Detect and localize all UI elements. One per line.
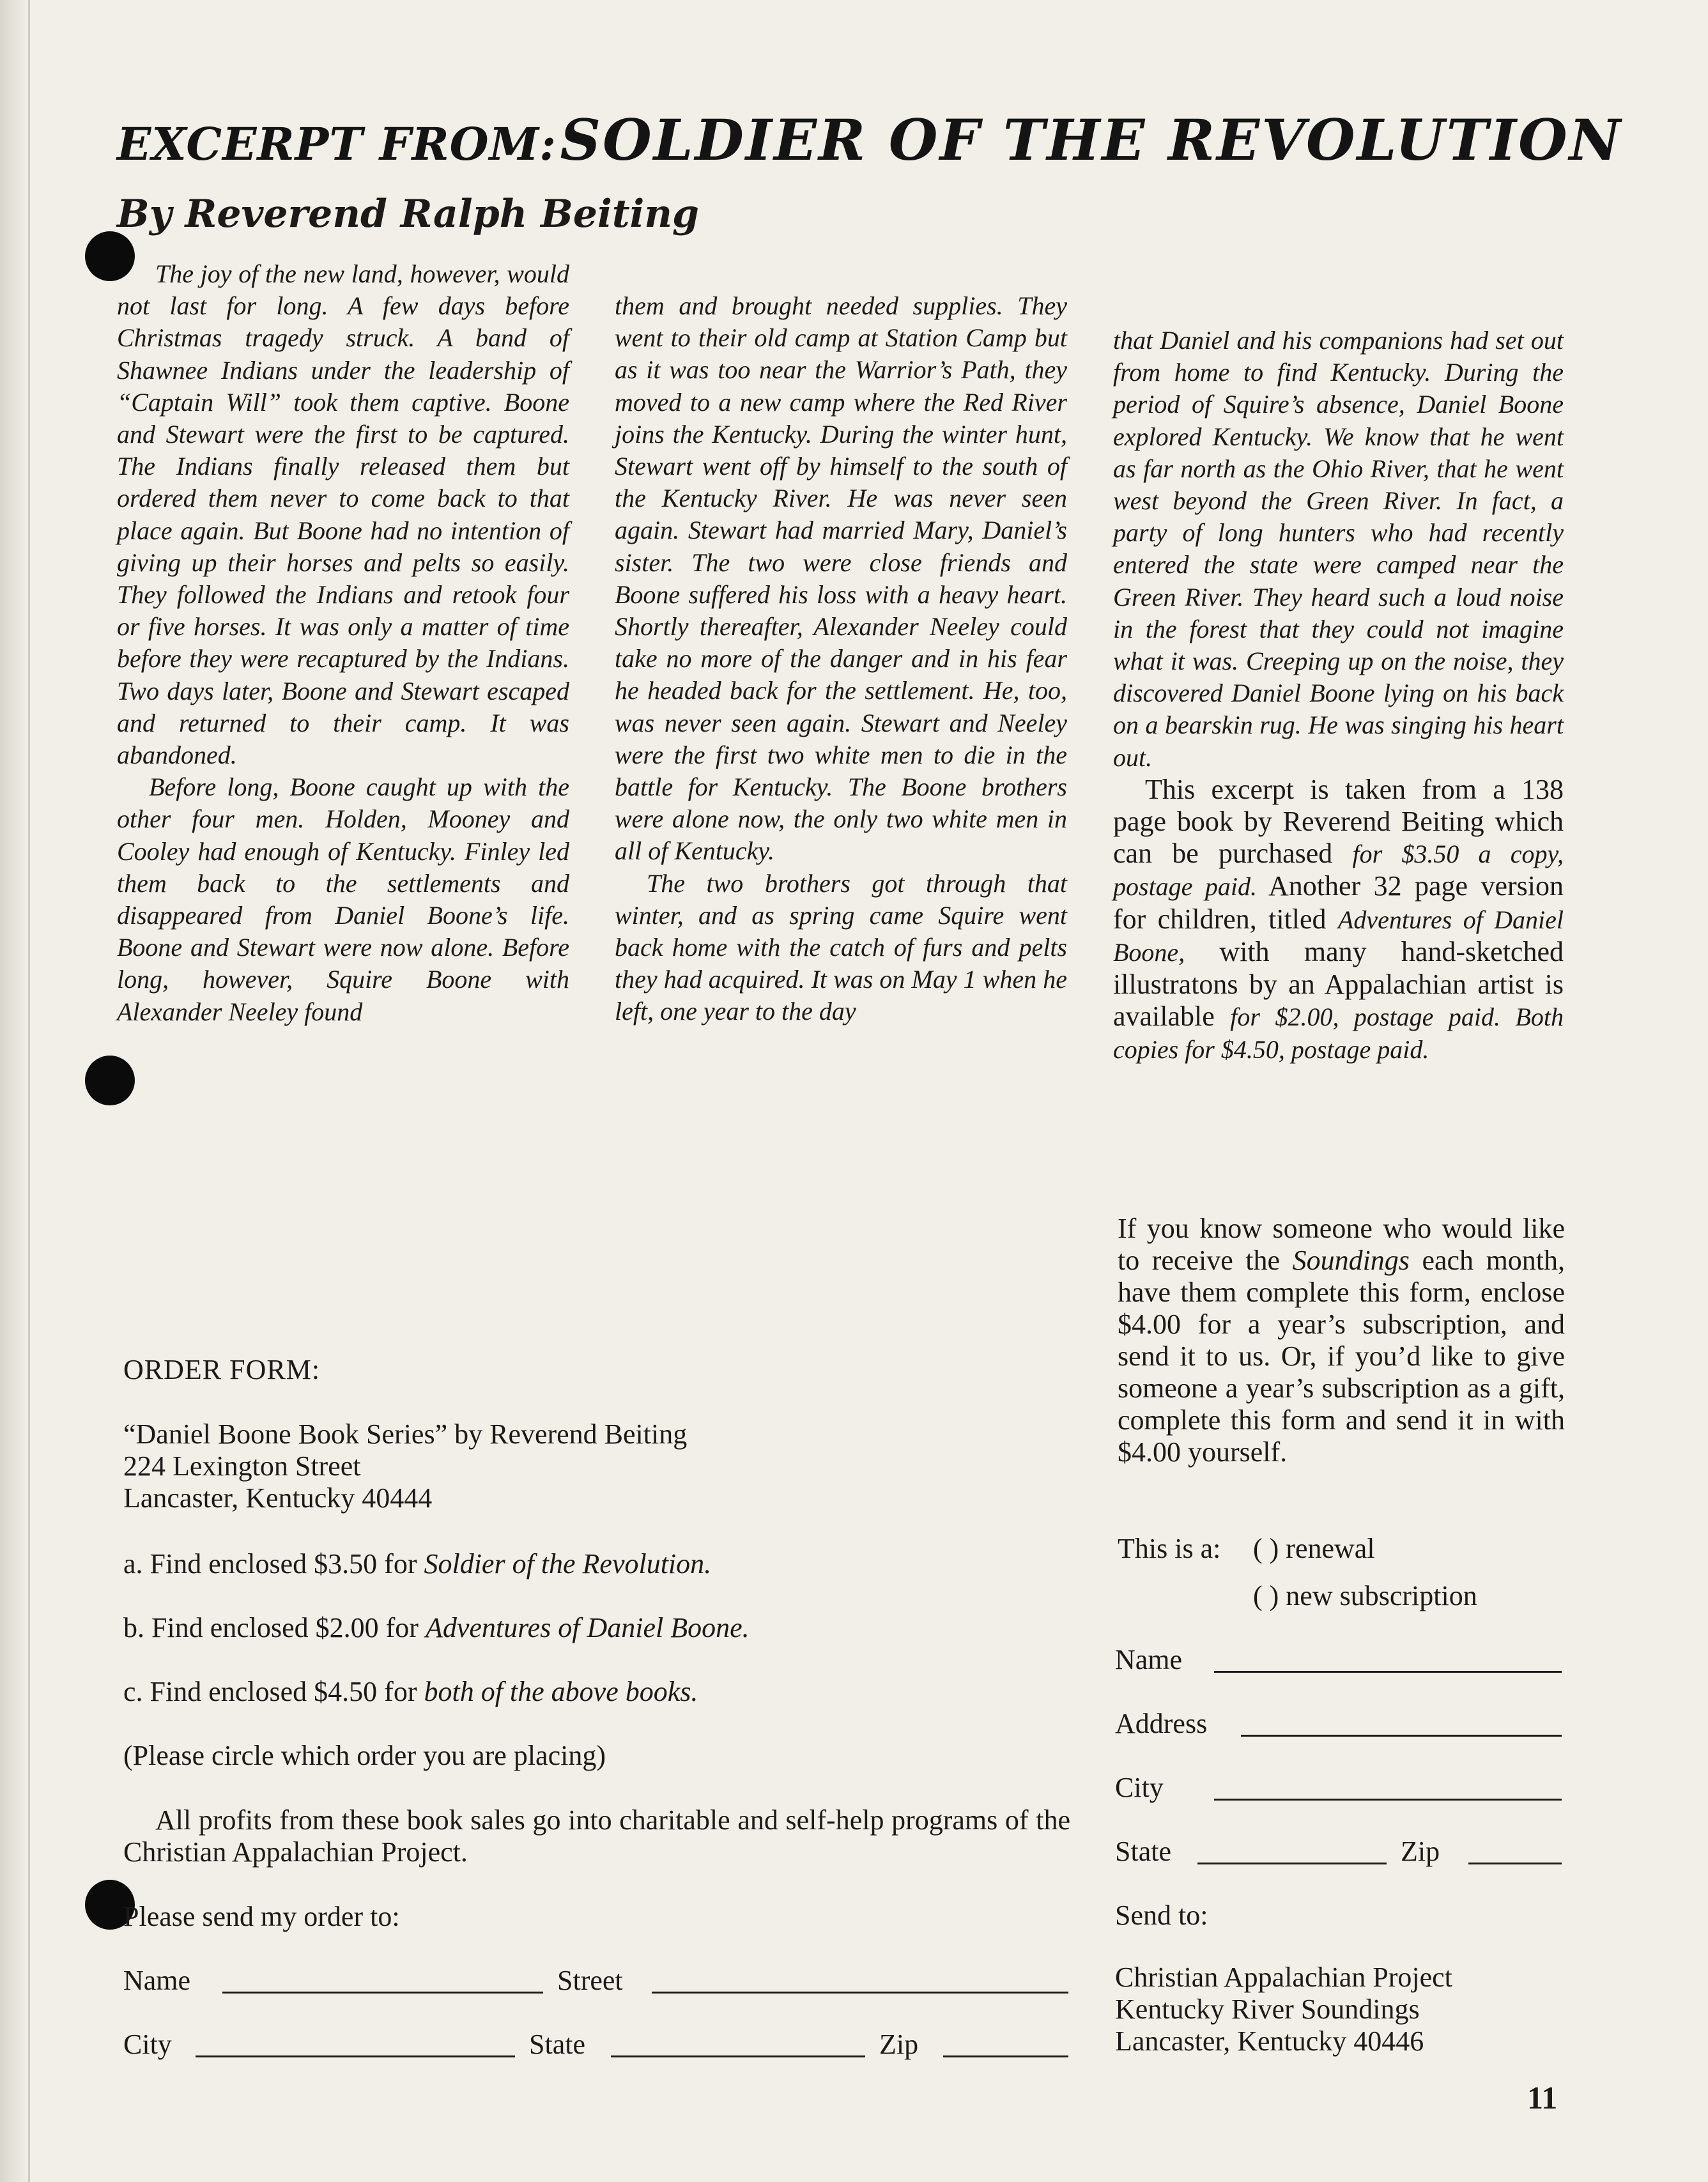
byline: By Reverend Ralph Beiting — [117, 192, 699, 236]
subscription-intro — [1118, 1213, 1565, 1468]
excerpt-column-2 — [615, 290, 1067, 1028]
sub-zip-field[interactable] — [1468, 1863, 1562, 1864]
sub-address-label: Address — [1115, 1708, 1208, 1739]
circle-instruction: (Please circle which order you are placing) — [123, 1740, 606, 1771]
article-title — [117, 107, 1623, 173]
order-name-field[interactable] — [222, 1992, 543, 1994]
sub-state-label: State — [1115, 1836, 1171, 1867]
excerpt-paragraph: that Daniel and his companions had set out from home to find Kentucky. During the period of Squire’s absence, Daniel Boone explored Kentucky. We know that he went as far north as the Ohio River, that he went west beyond the Green River. In fact, a party of long hunters who had recently entered the state were camped near the Green River. They heard such a loud noise in the forest that they could not imagine what it was. Creeping up on the noise, they discovered Daniel Boone lying on his back on a bearskin rug. He was singing his heart out. — [1113, 326, 1564, 772]
order-option-title: Adventures of Daniel Boone. — [425, 1612, 750, 1643]
order-city-label: City — [123, 2029, 172, 2060]
title-prefix: EXCERPT FROM: — [117, 118, 557, 171]
order-option-title: both of the above books. — [424, 1676, 698, 1707]
order-city-field[interactable] — [196, 2055, 515, 2057]
book-info-text: This excerpt is taken from a 138 page book by Reverend Beiting which can be purchased — [1113, 773, 1564, 870]
soundings-title: Soundings — [1292, 1245, 1410, 1276]
order-name-label: Name — [123, 1965, 191, 1996]
order-option-title: Soldier of the Revolution. — [424, 1548, 712, 1579]
order-zip-label: Zip — [879, 2029, 919, 2060]
order-option-text: c. Find enclosed $4.50 for — [123, 1676, 417, 1707]
page-binding-edge — [0, 0, 29, 2182]
book-info-title: Adventures of Daniel Boone, — [1113, 905, 1564, 967]
sub-state-field[interactable] — [1197, 1863, 1387, 1864]
sub-zip-label: Zip — [1401, 1836, 1440, 1867]
mailing-address-line: Christian Appalachian Project — [1115, 1962, 1452, 1993]
order-zip-field[interactable] — [943, 2055, 1068, 2057]
order-address-line: Lancaster, Kentucky 40444 — [123, 1482, 433, 1514]
mailing-address-line: Kentucky River Soundings — [1115, 1994, 1420, 2025]
page-edge-line — [28, 0, 30, 2182]
send-order-label: Please send my order to: — [123, 1901, 400, 1932]
book-info-text: with many hand-sketched illustratons by an Appalachian artist is available — [1113, 935, 1564, 1033]
order-option-b[interactable] — [123, 1611, 750, 1645]
excerpt-column-3 — [1113, 325, 1564, 1066]
excerpt-paragraph: The two brothers got through that winter, and as spring came Squire went back home with the catch of furs and pelts they had acquired. It was on May 1 when he left, one year to the day — [615, 868, 1067, 1026]
subscription-type-label: This is a: — [1118, 1533, 1221, 1564]
send-to-label: Send to: — [1115, 1900, 1208, 1931]
order-address — [123, 1418, 687, 1514]
book-info-text: Another 32 page version for children, titled — [1113, 870, 1564, 935]
sub-name-label: Name — [1115, 1644, 1183, 1675]
order-option-text: a. Find enclosed $3.50 for — [123, 1548, 417, 1579]
title-main: SOLDIER OF THE REVOLUTION — [560, 107, 1623, 173]
new-subscription-option[interactable]: ( ) new subscription — [1253, 1580, 1477, 1611]
order-form-heading: ORDER FORM: — [123, 1354, 321, 1385]
punch-hole-middle — [85, 1056, 135, 1105]
order-option-a[interactable] — [123, 1548, 711, 1581]
mailing-address — [1115, 1962, 1452, 2057]
order-state-label: State — [529, 2029, 585, 2060]
excerpt-paragraph: Before long, Boone caught up with the other four men. Holden, Mooney and Cooley had enough of Kentucky. Finley led them back to the settlements and disappeared from Daniel Boone’s life. Boone and Stewart were now alone. Before long, however, Squire Boone with Alexander Neeley found — [117, 772, 569, 1026]
book-info-paragraph — [1113, 774, 1564, 1066]
renewal-option[interactable]: ( ) renewal — [1253, 1533, 1375, 1564]
excerpt-column-1 — [117, 258, 569, 1028]
subscription-text: If you know someone who would like to receive the — [1118, 1213, 1565, 1276]
subscription-text: each month, have them complete this form, enclose $4.00 for a year’s subscription, and send it to us. Or, if you’d like to give someone a year’s subscription as a gift, complete this form and send it in with $4.00 yourself. — [1118, 1245, 1566, 1468]
excerpt-paragraph: them and brought needed supplies. They went to their old camp at Station Camp but as it was too near the Warrior’s Path, they moved to a new camp where the Red River joins the Kentucky. During the winter hunt, Stewart went off by himself to the south of the Kentucky River. He was never seen again. Stewart had married Mary, Daniel’s sister. The two were close friends and Boone suffered his loss with a heavy heart. Shortly thereafter, Alexander Neeley could take no more of the danger and in his fear he headed back for the settlement. He, too, was never seen again. Stewart and Neeley were the first two white men to die in the battle for Kentucky. The Boone brothers were alone now, the only two white men in all of Kentucky. — [615, 291, 1067, 866]
excerpt-paragraph: The joy of the new land, however, would not last for long. A few days before Christmas tragedy struck. A band of Shawnee Indians under the leadership of “Captain Will” took them captive. Boone and Stewart were the first to be captured. The Indians finally released them but ordered them never to come back to that place again. But Boone had no intention of giving up their horses and pelts so easily. They followed the Indians and retook four or five horses. It was only a matter of time before they were recaptured by the Indians. Two days later, Boone and Stewart escaped and returned to their camp. It was abandoned. — [117, 259, 569, 770]
sub-city-field[interactable] — [1214, 1799, 1562, 1801]
book-info-price: for $3.50 a copy, postage paid. — [1113, 840, 1564, 902]
book-info-price: for $2.00, postage paid. Both copies for $4.50, postage paid. — [1113, 1003, 1564, 1064]
page-number: 11 — [1527, 2080, 1558, 2116]
order-street-field[interactable] — [652, 1992, 1068, 1994]
order-option-text: b. Find enclosed $2.00 for — [123, 1612, 419, 1643]
order-address-line: 224 Lexington Street — [123, 1450, 361, 1482]
sub-city-label: City — [1115, 1772, 1164, 1803]
order-state-field[interactable] — [611, 2055, 865, 2057]
order-street-label: Street — [557, 1965, 623, 1996]
order-option-c[interactable] — [123, 1675, 698, 1709]
sub-name-field[interactable] — [1214, 1671, 1562, 1673]
mailing-address-line: Lancaster, Kentucky 40446 — [1115, 2025, 1424, 2057]
order-address-line: “Daniel Boone Book Series” by Reverend Beiting — [123, 1418, 688, 1450]
profits-note: All profits from these book sales go into charitable and self-help programs of the Christian Appalachian Project. — [123, 1804, 1070, 1868]
sub-address-field[interactable] — [1241, 1735, 1562, 1737]
